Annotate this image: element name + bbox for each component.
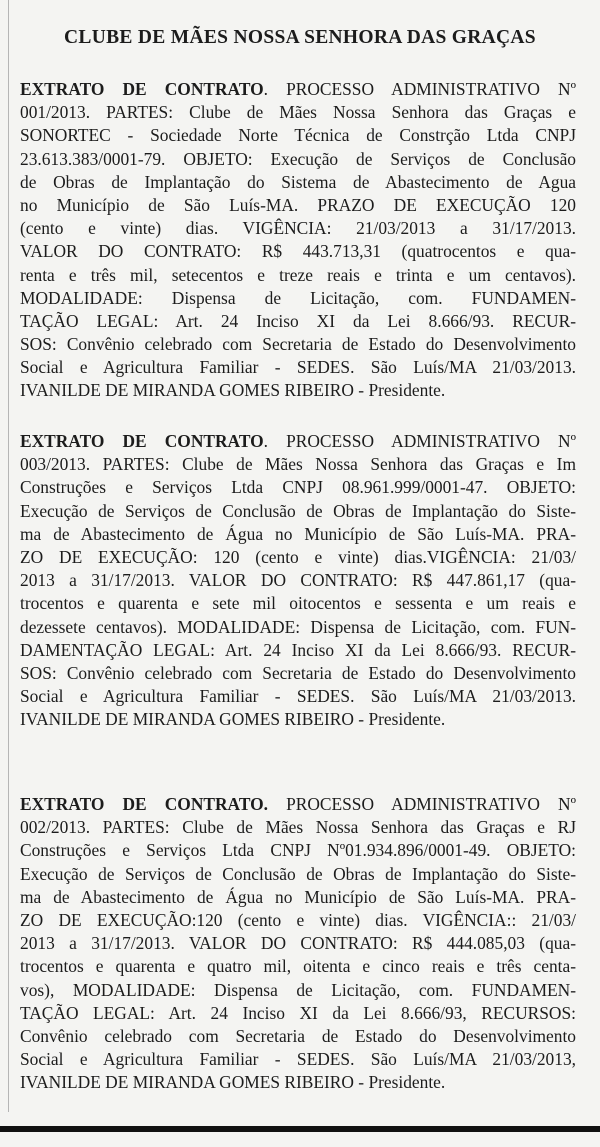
- notice-line: renta e três mil, setecentos e treze reais e trinta e um centavos).: [20, 264, 576, 285]
- notice-line: 2013 a 31/17/2013. VALOR DO CONTRATO: R$ 447.861,17 (qua-: [20, 570, 576, 591]
- notice-line: trocentos e quarenta e quatro mil, oitenta e cinco reais e três centa-: [20, 956, 576, 977]
- notice-line: de Obras de Implantação do Sistema de Abastecimento de Agua: [20, 171, 576, 192]
- notice-signature: IVANILDE DE MIRANDA GOMES RIBEIRO - Presidente.: [20, 380, 446, 401]
- notice-line: Social e Agricultura Familiar - SEDES. São Luís/MA 21/03/2013.: [20, 357, 576, 378]
- notice-line: Convênio celebrado com Secretaria de Estado do Desenvolvimento: [20, 1025, 576, 1046]
- notice-line: (cento e vinte) dias. VIGÊNCIA: 21/03/2013 a 31/17/2013.: [20, 218, 576, 239]
- notice-line: EXTRATO DE CONTRATO. PROCESSO ADMINISTRATIVO Nº: [20, 794, 576, 814]
- notice-line: 003/2013. PARTES: Clube de Mães Nossa Senhora das Graças e Im: [20, 454, 576, 475]
- notice-line: vos), MODALIDADE: Dispensa de Licitação, com. FUNDAMEN-: [20, 979, 576, 1000]
- notice-heading: EXTRATO DE CONTRATO: [20, 79, 264, 99]
- notice-line: SONORTEC - Sociedade Norte Técnica de Constrção Ltda CNPJ: [20, 125, 576, 146]
- bottom-rule: [0, 1126, 600, 1132]
- notice-line: Execução de Serviços de Conclusão de Obras de Implantação do Siste-: [20, 500, 576, 521]
- contract-notice: [20, 793, 576, 1094]
- notice-line: ZO DE EXECUÇÃO:120 (cento e vinte) dias. VIGÊNCIA:: 21/03/: [20, 909, 576, 930]
- notice-line: VALOR DO CONTRATO: R$ 443.713,31 (quatrocentos e qua-: [20, 241, 576, 262]
- notice-line: EXTRATO DE CONTRATO. PROCESSO ADMINISTRATIVO Nº: [20, 79, 576, 99]
- notice-line: Construções e Serviços Ltda CNPJ Nº01.934.896/0001-49. OBJETO:: [20, 840, 576, 861]
- notice-line: Construções e Serviços Ltda CNPJ 08.961.999/0001-47. OBJETO:: [20, 477, 576, 498]
- notice-line: SOS: Convênio celebrado com Secretaria de Estado do Desenvolvimento: [20, 334, 576, 355]
- notice-line: ZO DE EXECUÇÃO: 120 (cento e vinte) dias.VIGÊNCIA: 21/03/: [20, 546, 576, 567]
- notice-line: MODALIDADE: Dispensa de Licitação, com. FUNDAMEN-: [20, 287, 576, 308]
- notice-signature: IVANILDE DE MIRANDA GOMES RIBEIRO - Presidente.: [20, 709, 446, 730]
- notice-line: DAMENTAÇÃO LEGAL: Art. 24 Inciso XI da Lei 8.666/93. RECUR-: [20, 639, 576, 660]
- notice-line: 001/2013. PARTES: Clube de Mães Nossa Senhora das Graças e: [20, 102, 576, 123]
- contract-notice: [20, 78, 576, 403]
- notice-line: 002/2013. PARTES: Clube de Mães Nossa Senhora das Graças e RJ: [20, 817, 576, 838]
- notice-line: EXTRATO DE CONTRATO. PROCESSO ADMINISTRATIVO Nº: [20, 431, 576, 451]
- notice-line: SOS: Convênio celebrado com Secretaria de Estado do Desenvolvimento: [20, 662, 576, 683]
- page-title: CLUBE DE MÃES NOSSA SENHORA DAS GRAÇAS: [64, 27, 536, 48]
- notice-line: TAÇÃO LEGAL: Art. 24 Inciso XI da Lei 8.666/93, RECURSOS:: [20, 1002, 576, 1023]
- notice-line: dezessete centavos). MODALIDADE: Dispensa de Licitação, com. FUN-: [20, 616, 576, 637]
- left-margin-rule: [8, 0, 9, 1112]
- notice-heading: EXTRATO DE CONTRATO: [20, 431, 264, 451]
- notice-line: no Município de São Luís-MA. PRAZO DE EXECUÇÃO 120: [20, 194, 576, 215]
- notice-heading: EXTRATO DE CONTRATO.: [20, 794, 268, 814]
- notice-line: trocentos e quarenta e sete mil oitocentos e sessenta e um reais e: [20, 593, 576, 614]
- notice-line: ma de Abastecimento de Água no Município de São Luís-MA. PRA-: [20, 886, 576, 907]
- notice-line: 23.613.383/0001-79. OBJETO: Execução de Serviços de Conclusão: [20, 148, 576, 169]
- notice-line: 2013 a 31/17/2013. VALOR DO CONTRATO: R$ 444.085,03 (qua-: [20, 933, 576, 954]
- notice-line: TAÇÃO LEGAL: Art. 24 Inciso XI da Lei 8.666/93. RECUR-: [20, 310, 576, 331]
- notice-line: Social e Agricultura Familiar - SEDES. São Luís/MA 21/03/2013.: [20, 686, 576, 707]
- notice-line: Social e Agricultura Familiar - SEDES. São Luís/MA 21/03/2013,: [20, 1049, 576, 1070]
- contract-notice: [20, 430, 576, 731]
- notice-line: ma de Abastecimento de Água no Município de São Luís-MA. PRA-: [20, 523, 576, 544]
- notice-signature: IVANILDE DE MIRANDA GOMES RIBEIRO - Presidente.: [20, 1072, 446, 1093]
- notice-line: Execução de Serviços de Conclusão de Obras de Implantação do Siste-: [20, 863, 576, 884]
